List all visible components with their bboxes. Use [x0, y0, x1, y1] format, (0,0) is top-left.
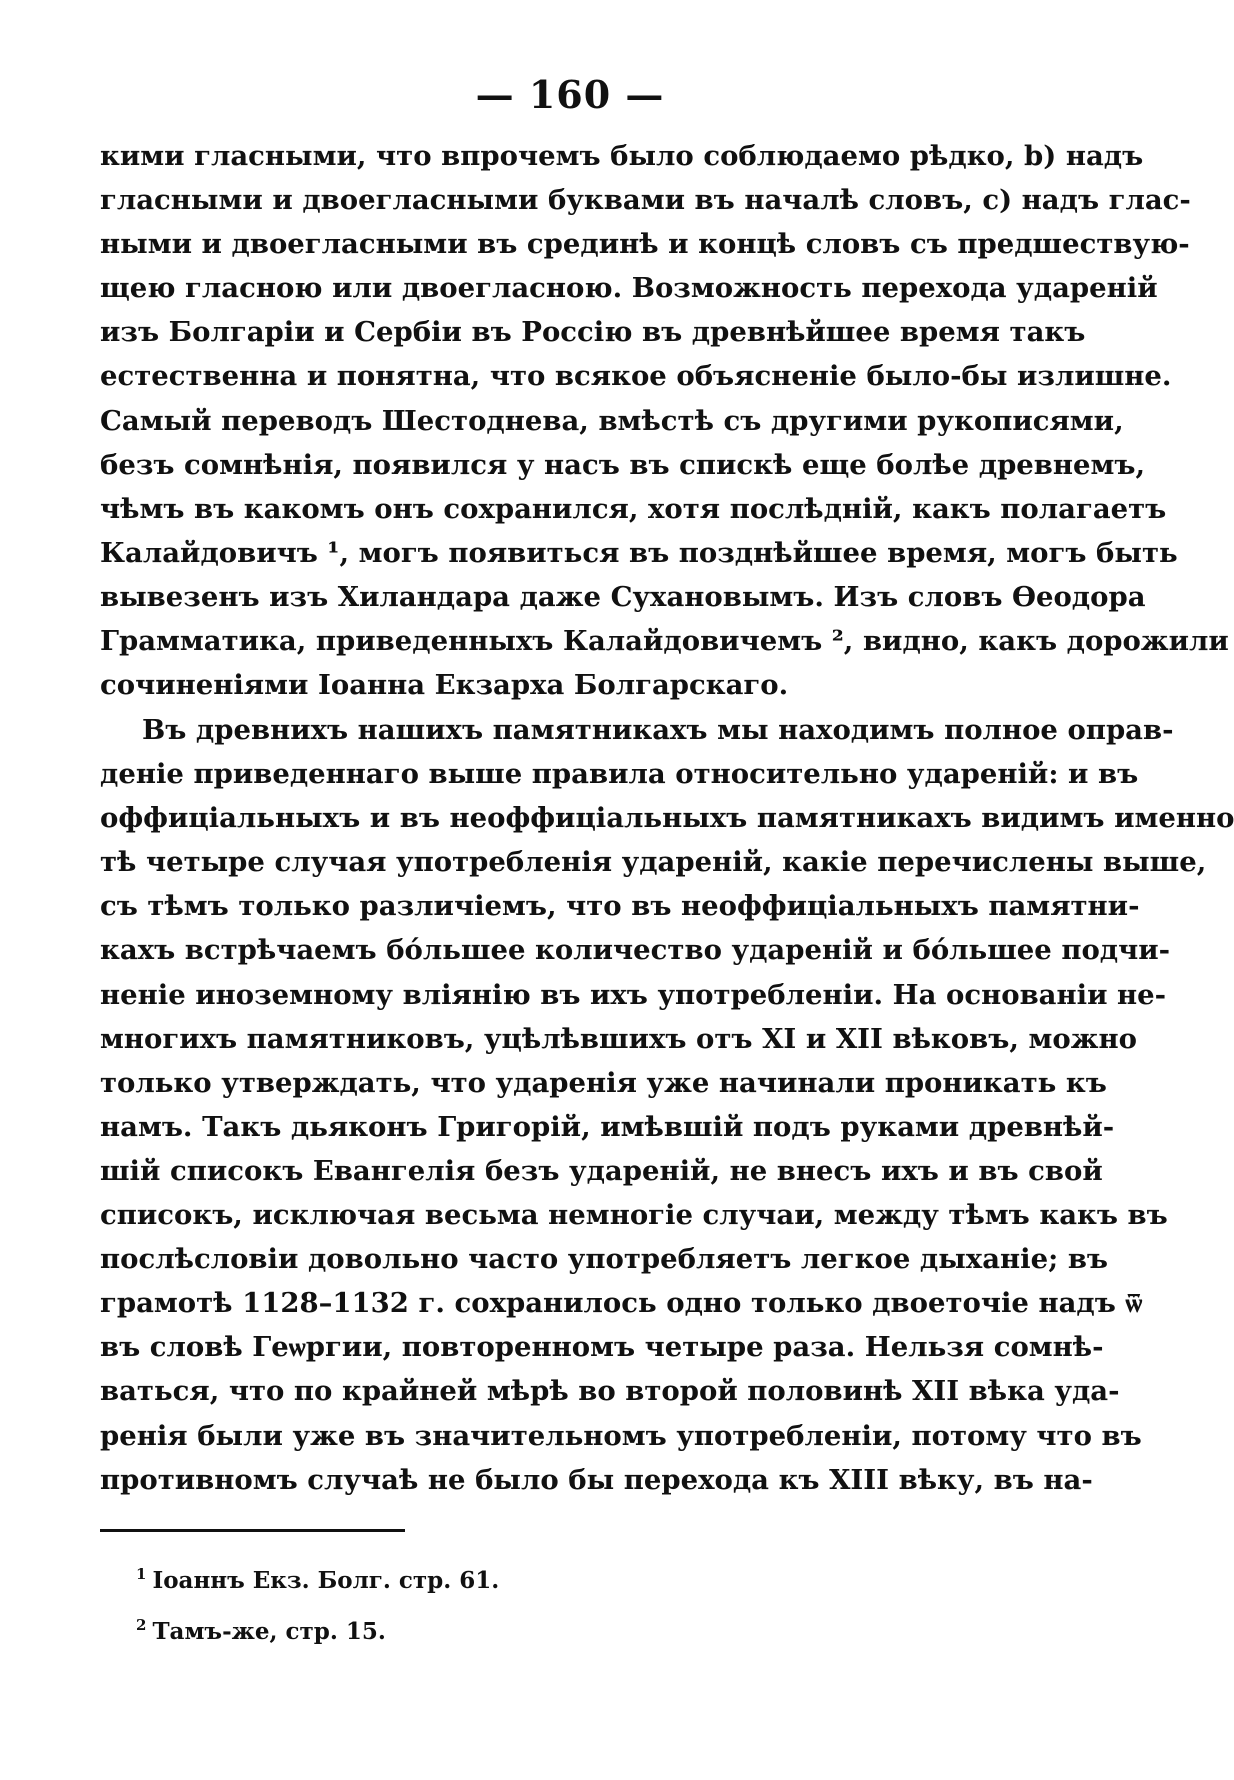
text-line: оффиціальныхъ и въ неоффиціальныхъ памятникахъ видимъ именно [100, 802, 1234, 835]
text-line: тѣ четыре случая употребленія удареній, какіе перечислены выше, [100, 846, 1207, 879]
text-line: въ словѣ Геѡргии, повторенномъ четыре раза. Нельзя сомнѣ- [100, 1331, 1104, 1364]
text-line: гласными и двоегласными буквами въ началѣ словъ, c) надъ глас- [100, 184, 1191, 217]
text-line: ными и двоегласными въ срединѣ и концѣ словъ съ предшествую- [100, 228, 1190, 261]
paragraph-2 [100, 708, 1234, 1502]
footnote-text: Тамъ-же, стр. 15. [152, 1618, 386, 1645]
text-line: шій списокъ Евангелія безъ удареній, не внесъ ихъ и въ свой [100, 1154, 1103, 1187]
text-line: ренія были уже въ значительномъ употребленіи, потому что въ [100, 1419, 1142, 1452]
footnote-text: Іоаннъ Екз. Болг. стр. 61. [152, 1567, 500, 1594]
text-line: Самый переводъ Шестоднева, вмѣстѣ съ другими рукописями, [100, 404, 1124, 437]
text-line: съ тѣмъ только различіемъ, что въ неоффиціальныхъ памятни- [100, 890, 1140, 923]
text-line: Въ древнихъ нашихъ памятникахъ мы находимъ полное оправ- [142, 714, 1174, 746]
text-line: неніе иноземному вліянію въ ихъ употребленіи. На основаніи не- [100, 978, 1167, 1011]
footnote-1 [136, 1552, 499, 1603]
text-line: грамотѣ 1128–1132 г. сохранилось одно только двоеточіе надъ ѿ [100, 1287, 1143, 1320]
text-line: намъ. Такъ дьяконъ Григорій, имѣвшій подъ руками древнѣй- [100, 1110, 1115, 1143]
text-line: Грамматика, приведенныхъ Калайдовичемъ ², видно, какъ дорожили [100, 625, 1229, 658]
text-line: сочиненіями Іоанна Екзарха Болгарскаго. [100, 669, 789, 702]
text-line: только утверждать, что ударенія уже начинали проникать къ [100, 1066, 1107, 1099]
text-line: кахъ встрѣчаемъ бóльшее количество удареній и бóльшее подчи- [100, 934, 1171, 967]
text-line: чѣмъ въ какомъ онъ сохранился, хотя послѣдній, какъ полагаетъ [100, 492, 1167, 525]
text-line: многихъ памятниковъ, уцѣлѣвшихъ отъ XI и XII вѣковъ, можно [100, 1022, 1137, 1055]
text-line: списокъ, исключая весьма немногіе случаи, между тѣмъ какъ въ [100, 1199, 1168, 1232]
text-line: вывезенъ изъ Хиландара даже Сухановымъ. Изъ словъ Ѳеодора [100, 580, 1146, 613]
footnotes [136, 1552, 499, 1654]
footnote-divider [100, 1529, 405, 1532]
text-line: естественна и понятна, что всякое объясненіе было-бы излишне. [100, 360, 1172, 393]
text-line: изъ Болгаріи и Сербіи въ Россію въ древнѣйшее время такъ [100, 316, 1086, 349]
text-line: деніе приведеннаго выше правила относительно удареній: и въ [100, 758, 1139, 791]
text-line: кими гласными, что впрочемъ было соблюдаемо рѣдко, b) надъ [100, 140, 1144, 172]
text-line: Калайдовичъ ¹, могъ появиться въ позднѣйшее время, могъ быть [100, 536, 1178, 569]
text-line: послѣсловіи довольно часто употребляетъ легкое дыханіе; въ [100, 1243, 1109, 1276]
text-line: ваться, что по крайней мѣрѣ во второй половинѣ XII вѣка уда- [100, 1375, 1120, 1408]
paragraph-1 [100, 134, 1229, 707]
page-number: — 160 — [475, 72, 665, 117]
text-line: противномъ случаѣ не было бы перехода къ XIII вѣку, въ на- [100, 1463, 1093, 1496]
text-line: безъ сомнѣнія, появился у насъ въ спискѣ еще болѣе древнемъ, [100, 448, 1146, 481]
footnote-mark: 2 [136, 1616, 147, 1634]
footnote-mark: 1 [136, 1565, 147, 1583]
text-line: щею гласною или двоегласною. Возможность перехода удареній [100, 272, 1158, 305]
footnote-2 [136, 1603, 499, 1654]
